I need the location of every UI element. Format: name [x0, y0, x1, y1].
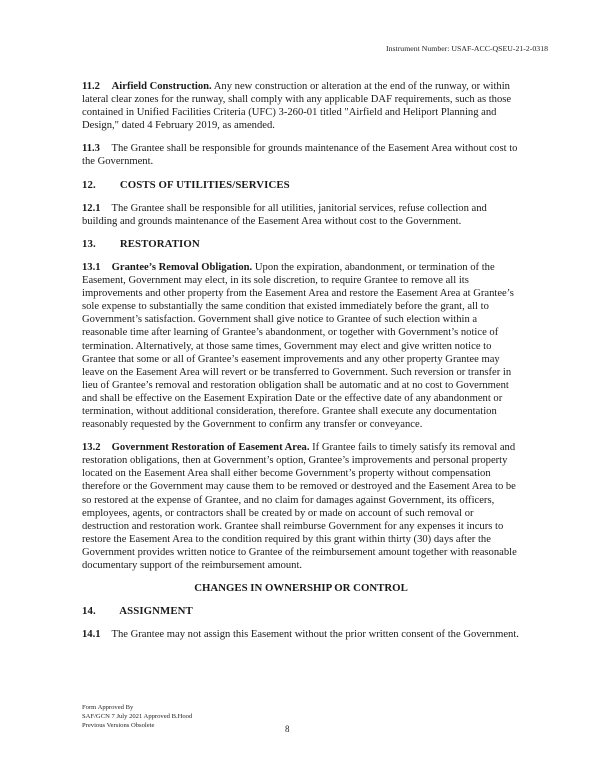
paragraph-13-1	[82, 261, 520, 431]
paragraph-number: 11.3	[82, 143, 100, 155]
paragraph-14-1	[82, 628, 520, 641]
section-number: 13.	[82, 237, 96, 250]
paragraph-text: The Grantee shall be responsible for grounds maintenance of the Easement Area without cost to the Government.	[82, 143, 518, 168]
instrument-number: Instrument Number: USAF-ACC-QSEU-21-2-0318	[386, 44, 548, 53]
center-heading: CHANGES IN OWNERSHIP OR CONTROL	[194, 582, 408, 595]
footer-line-obsolete: Previous Versions Obsolete	[82, 722, 155, 730]
page-number: 8	[285, 724, 290, 734]
section-title: COSTS OF UTILITIES/SERVICES	[119, 178, 290, 191]
paragraph-text: The Grantee may not assign this Easement without the prior written consent of the Government.	[111, 629, 519, 641]
paragraph-title: Airfield Construction.	[111, 81, 212, 92]
section-heading-14	[82, 605, 520, 618]
section-heading-13	[82, 238, 520, 251]
paragraph-number: 12.1	[82, 202, 101, 214]
form-footer	[82, 703, 192, 731]
paragraph-13-2	[82, 441, 520, 572]
paragraph-text: The Grantee shall be responsible for all utilities, janitorial services, refuse collection and building and grounds maintenance of the Easement Area without cost to the Government.	[82, 202, 487, 227]
footer-line-approver: SAF/GCN 7 July 2021 Approved B.Hood	[82, 713, 193, 721]
paragraph-text: If Grantee fails to timely satisfy its removal and restoration obligations, then at Government’s option, Grantee’s improvements and personal property located on the Easement Area shall either become Government’s property without compensation therefore or the Government may cause them to be removed or destroyed and the Easement Area to be so restored at the expense of Grantee, and no claim for damages against Government, its officers, employees, agents, or contractors shall be created by or made on account of such removal or destruction and restoration work. Grantee shall reimburse Government for any expenses it incurs to restore the Easement Area to the condition required by this grant within thirty (30) days after the Government provides written notice to Grantee of the reimbursement amount together with reasonable documentary support of the reimbursement amount.	[82, 442, 517, 571]
document-body	[82, 80, 520, 651]
paragraph-text: Any new construction or alteration at the end of the runway, or within lateral clear zones for the runway, shall comply with any applicable DAF requirements, such as those contained in Unified Facilities Criteria (UFC) 3-260-01 titled "Airfield and Heliport Planning and Design," dated 4 February 2019, as amended.	[82, 81, 512, 132]
footer-line-approved: Form Approved By	[82, 704, 134, 711]
section-title: RESTORATION	[119, 237, 200, 250]
paragraph-title: Government Restoration of Easement Area.	[111, 442, 310, 454]
paragraph-number: 13.1	[82, 261, 101, 273]
paragraph-text: Upon the expiration, abandonment, or termination of the Easement, Government may elect, in its sole discretion, to require Grantee to remove all its improvements and other property from the Easement Area and restore the Easement Area at Grantee’s sole expense to substantially the same condition that existed immediately before the grant, all to Government’s satisfaction. Government shall give notice to Grantee of such election within a reasonable time after learning of Grantee’s abandonment, or together with Government’s notice of termination. Alternatively, at those same times, Government may elect and give written notice to Grantee that some or all of Grantee’s easement improvements and any other property Grantee may leave on the Easement Area will revert or be transferred to Government. Such reversion or transfer in lieu of Grantee’s removal and restoration obligation shall be automatic and at no cost to Government and shall be effective on the Easement Expiration Date or the effective date of any abandonment or termination, without additional consideration, therefore. Grantee shall execute any documentation reasonably requested by the Government to confirm any transfer or conveyance.	[82, 261, 514, 431]
section-number: 12.	[82, 178, 96, 191]
paragraph-12-1	[82, 202, 520, 228]
paragraph-11-3	[82, 142, 520, 168]
paragraph-number: 14.1	[82, 629, 101, 641]
paragraph-title: Grantee’s Removal Obligation.	[111, 261, 253, 273]
paragraph-11-2	[82, 80, 520, 132]
section-number: 14.	[82, 605, 96, 618]
section-title: ASSIGNMENT	[119, 605, 193, 618]
section-heading-12	[82, 179, 520, 192]
paragraph-number: 11.2	[82, 81, 100, 92]
paragraph-number: 13.2	[82, 442, 101, 454]
